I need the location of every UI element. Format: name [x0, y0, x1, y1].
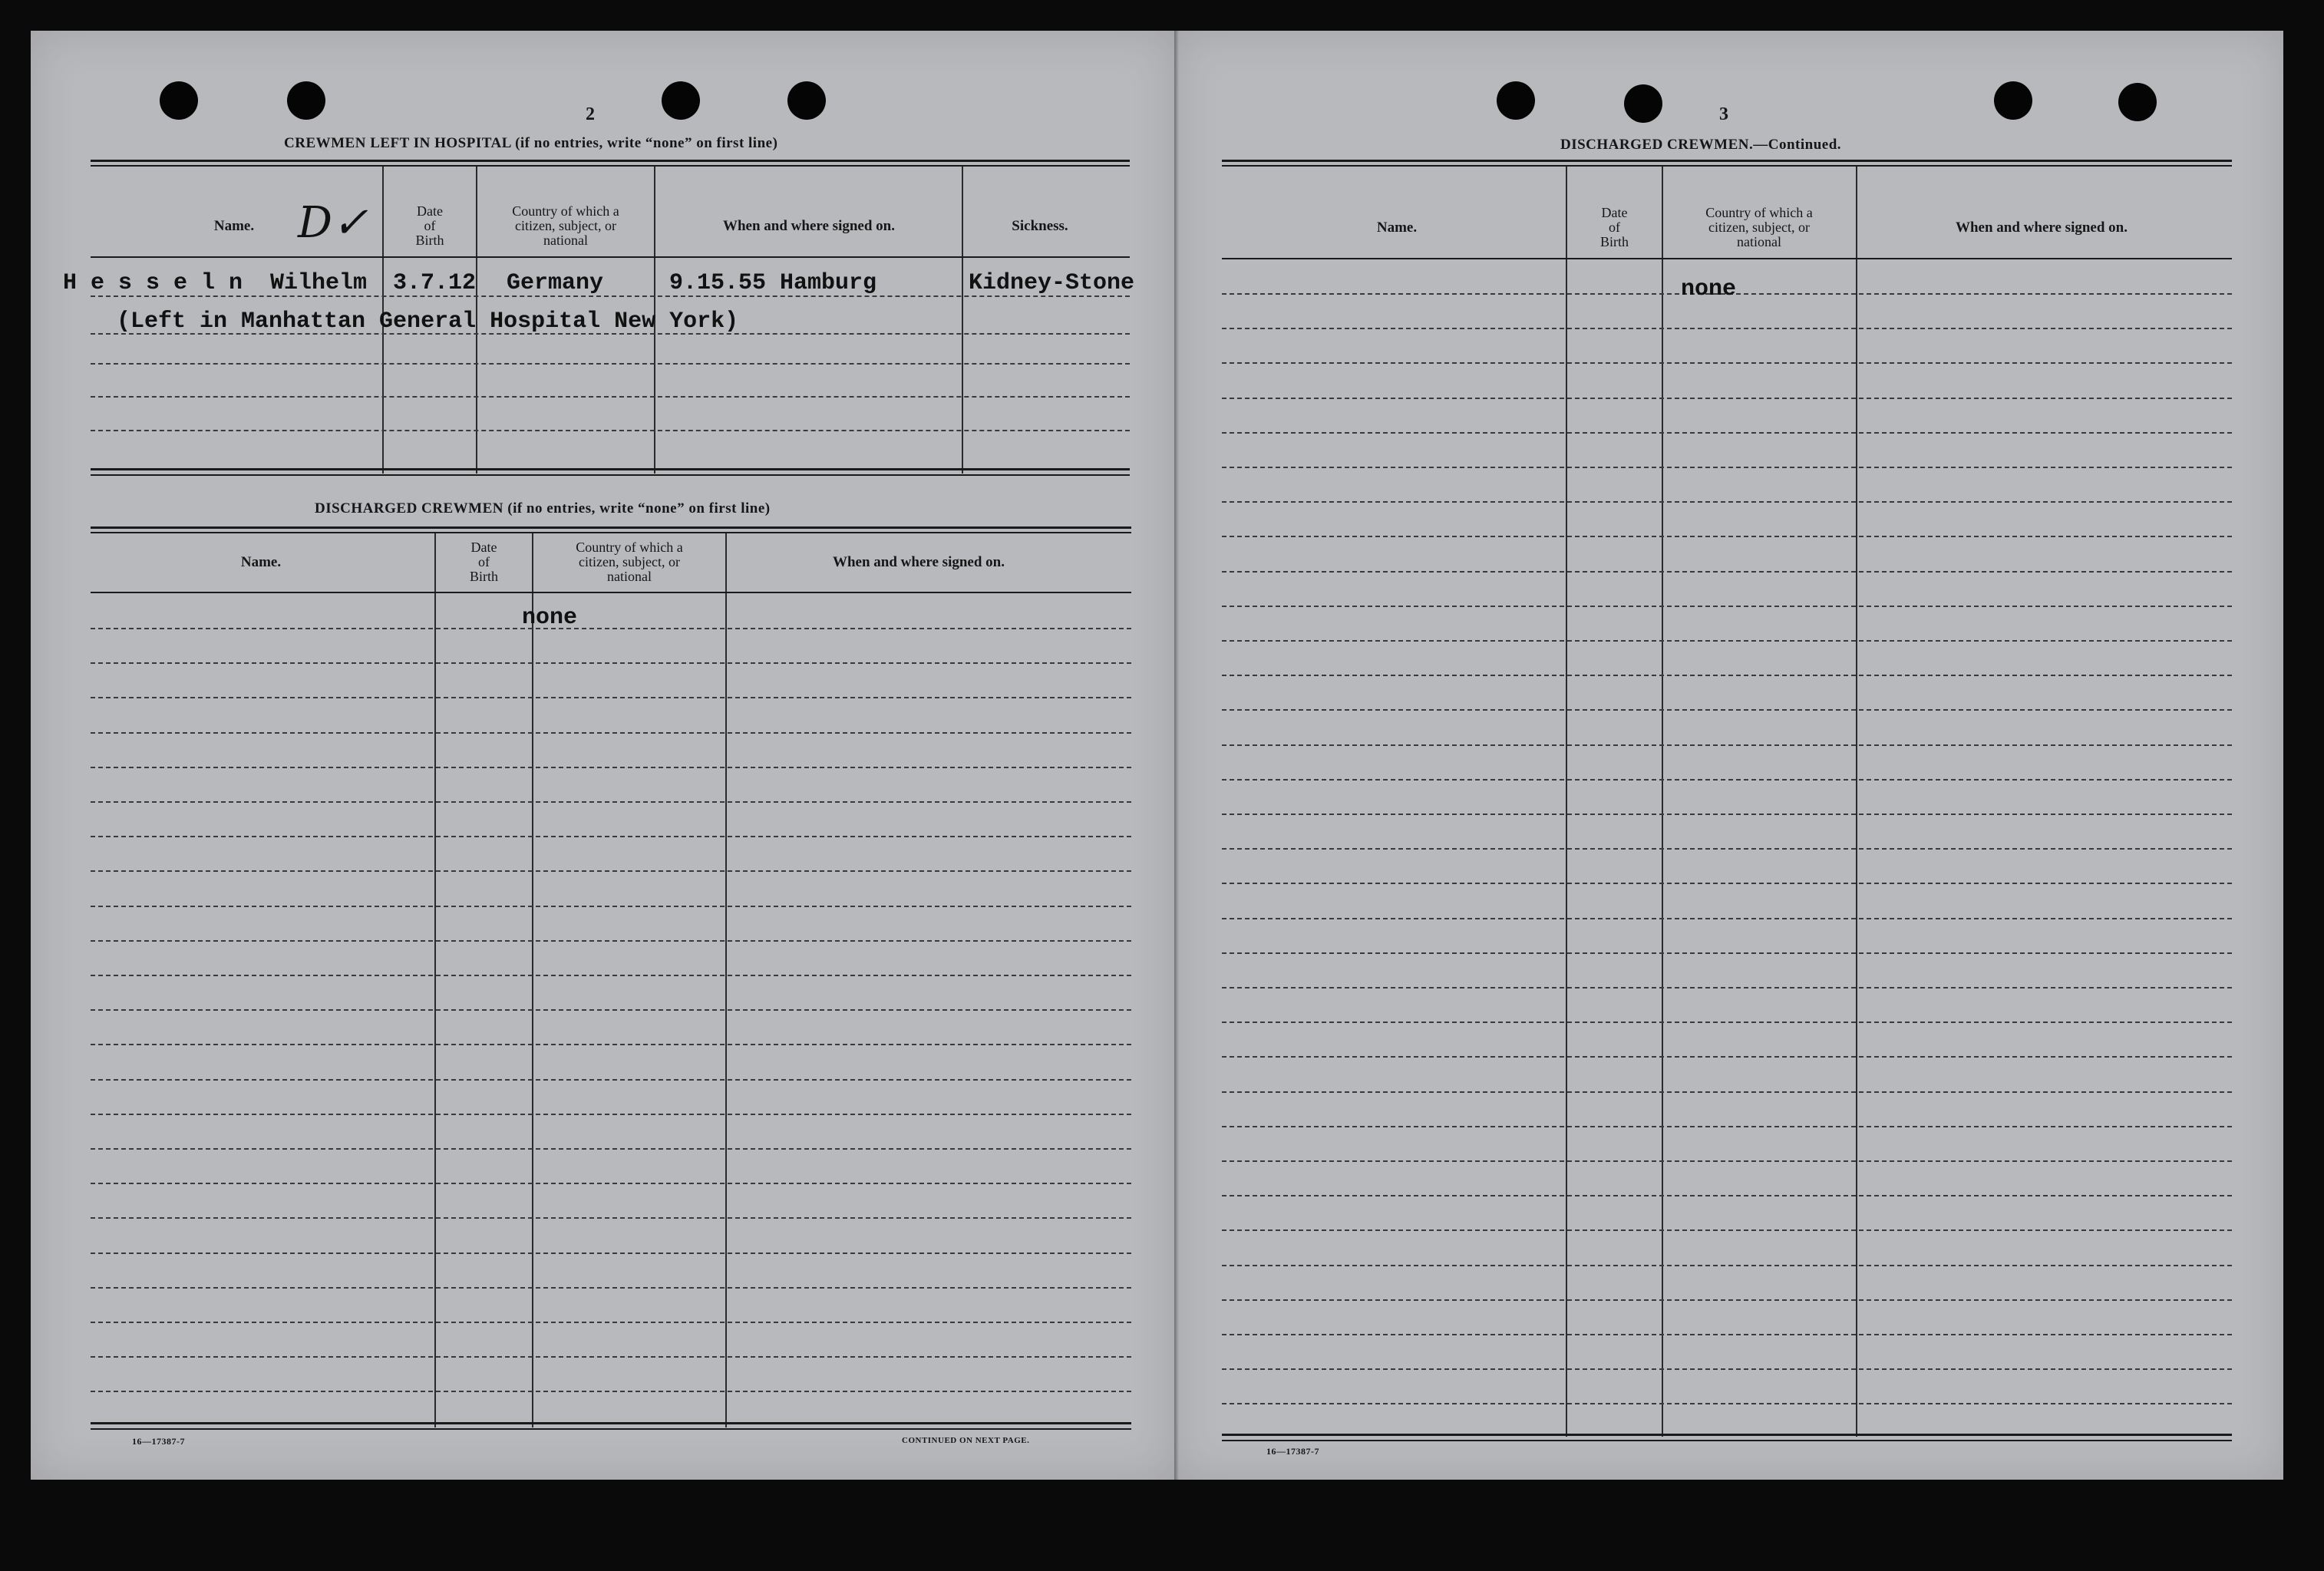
- column-divider: [725, 533, 727, 1427]
- column-header-dob: Date of Birth: [1599, 205, 1629, 249]
- row-line: [1222, 987, 2232, 988]
- header-bottom-rule: [91, 256, 1130, 258]
- page-number: 2: [586, 104, 595, 124]
- table-bottom-rule: [91, 474, 1130, 476]
- row-line: [91, 975, 1131, 976]
- row-line: [91, 940, 1131, 942]
- row-line: [1222, 432, 2232, 434]
- row-line: [91, 1148, 1131, 1150]
- right-page: [1174, 31, 2283, 1480]
- row-line: [1222, 1195, 2232, 1196]
- crew-sickness: Kidney-Stone: [969, 270, 1135, 296]
- row-line: [91, 767, 1131, 768]
- row-line: [91, 906, 1131, 907]
- column-header-name: Name.: [1376, 219, 1418, 236]
- column-header-country: Country of which a citizen, subject, or national: [576, 540, 683, 584]
- row-line: [1222, 571, 2232, 573]
- form-number: 16—17387-7: [132, 1436, 185, 1447]
- row-line: [1222, 398, 2232, 399]
- row-line: [91, 1044, 1131, 1045]
- column-divider: [962, 167, 963, 474]
- row-line: [91, 628, 1131, 629]
- column-header-dob: Date of Birth: [469, 540, 498, 584]
- row-line: [1222, 640, 2232, 642]
- column-header-country: Country of which a citizen, subject, or national: [1705, 205, 1813, 249]
- row-line: [91, 430, 1130, 431]
- row-line: [91, 801, 1131, 803]
- row-line: [1222, 1229, 2232, 1231]
- continued-note: CONTINUED ON NEXT PAGE.: [902, 1436, 1030, 1445]
- row-line: [1222, 362, 2232, 364]
- row-line: [1222, 848, 2232, 850]
- left-page: [31, 31, 1174, 1480]
- row-line: [91, 870, 1131, 872]
- row-line: [91, 396, 1130, 398]
- table-top-rule: [91, 160, 1130, 162]
- crew-name: H e s s e l n Wilhelm: [63, 270, 368, 296]
- punch-hole: [1994, 81, 2032, 120]
- row-line: [1222, 779, 2232, 781]
- row-line: [91, 662, 1131, 664]
- row-line: [1222, 952, 2232, 954]
- row-line: [1222, 1160, 2232, 1162]
- row-line: [1222, 501, 2232, 503]
- discharged-entry: none: [522, 605, 578, 631]
- row-line: [1222, 918, 2232, 919]
- punch-hole: [662, 81, 700, 120]
- crew-dob: 3.7.12: [393, 270, 477, 296]
- row-line: [1222, 1091, 2232, 1093]
- form-number: 16—17387-7: [1266, 1446, 1319, 1457]
- discharged-entry: none: [1681, 276, 1737, 302]
- column-divider: [1856, 167, 1857, 1437]
- table-top-rule: [91, 165, 1130, 167]
- row-line: [1222, 1126, 2232, 1127]
- row-line: [1222, 814, 2232, 815]
- punch-hole: [1497, 81, 1535, 120]
- crew-signed-on: 9.15.55 Hamburg: [669, 270, 877, 296]
- row-line: [91, 1322, 1131, 1323]
- row-line: [1222, 1265, 2232, 1266]
- column-header-sickness: Sickness.: [1012, 218, 1068, 234]
- handwritten-annotation: D✓: [298, 198, 368, 248]
- discharged-continued-title: DISCHARGED CREWMEN.—Continued.: [1560, 137, 1842, 153]
- row-line: [1222, 606, 2232, 607]
- discharged-section-title: DISCHARGED CREWMEN (if no entries, write “none” on first line): [315, 500, 771, 517]
- row-line: [1222, 1368, 2232, 1370]
- table-top-rule: [91, 532, 1131, 533]
- column-divider: [434, 533, 436, 1427]
- row-line: [91, 1079, 1131, 1081]
- table-bottom-rule: [1222, 1434, 2232, 1436]
- row-line: [91, 1114, 1131, 1115]
- column-header-country: Country of which a citizen, subject, or national: [512, 203, 619, 248]
- column-header-signed: When and where signed on.: [832, 554, 1005, 570]
- row-line: [91, 1287, 1131, 1289]
- crew-country: Germany: [507, 270, 604, 296]
- crew-note: (Left in Manhattan General Hospital New York): [117, 309, 739, 335]
- row-line: [1222, 709, 2232, 711]
- header-bottom-rule: [91, 592, 1131, 593]
- punch-hole: [2118, 83, 2157, 121]
- page-number: 3: [1719, 104, 1728, 124]
- row-line: [91, 1217, 1131, 1219]
- column-divider: [532, 533, 533, 1427]
- row-line: [1222, 744, 2232, 746]
- header-bottom-rule: [1222, 258, 2232, 259]
- row-line: [91, 836, 1131, 837]
- table-bottom-rule: [1222, 1440, 2232, 1441]
- punch-hole: [787, 81, 826, 120]
- table-top-rule: [1222, 160, 2232, 162]
- row-line: [91, 1356, 1131, 1358]
- column-header-signed: When and where signed on.: [722, 218, 895, 234]
- table-top-rule: [91, 526, 1131, 529]
- column-divider: [1662, 167, 1663, 1437]
- row-line: [91, 732, 1131, 734]
- table-bottom-rule: [91, 1422, 1131, 1424]
- row-line: [91, 1391, 1131, 1392]
- table-bottom-rule: [91, 468, 1130, 470]
- column-header-dob: Date of Birth: [415, 203, 444, 248]
- row-line: [91, 1009, 1131, 1011]
- row-line: [1222, 883, 2232, 884]
- row-line: [91, 1183, 1131, 1184]
- row-line: [1222, 328, 2232, 329]
- row-line: [1222, 1299, 2232, 1301]
- punch-hole: [287, 81, 325, 120]
- row-line: [1222, 1403, 2232, 1404]
- row-line: [1222, 536, 2232, 537]
- table-top-rule: [1222, 165, 2232, 167]
- column-header-name: Name.: [213, 218, 255, 234]
- row-line: [1222, 1334, 2232, 1335]
- row-line: [91, 1253, 1131, 1254]
- row-line: [1222, 1021, 2232, 1023]
- row-line: [1222, 675, 2232, 676]
- row-line: [91, 363, 1130, 365]
- punch-hole: [1624, 84, 1662, 123]
- hospital-section-title: CREWMEN LEFT IN HOSPITAL (if no entries, write “none” on first line): [284, 135, 778, 151]
- column-header-name: Name.: [240, 554, 282, 570]
- table-bottom-rule: [91, 1428, 1131, 1430]
- row-line: [1222, 1056, 2232, 1058]
- row-line: [1222, 467, 2232, 468]
- row-line: [91, 697, 1131, 698]
- column-header-signed: When and where signed on.: [1955, 219, 2128, 236]
- column-divider: [1566, 167, 1567, 1437]
- punch-hole: [160, 81, 198, 120]
